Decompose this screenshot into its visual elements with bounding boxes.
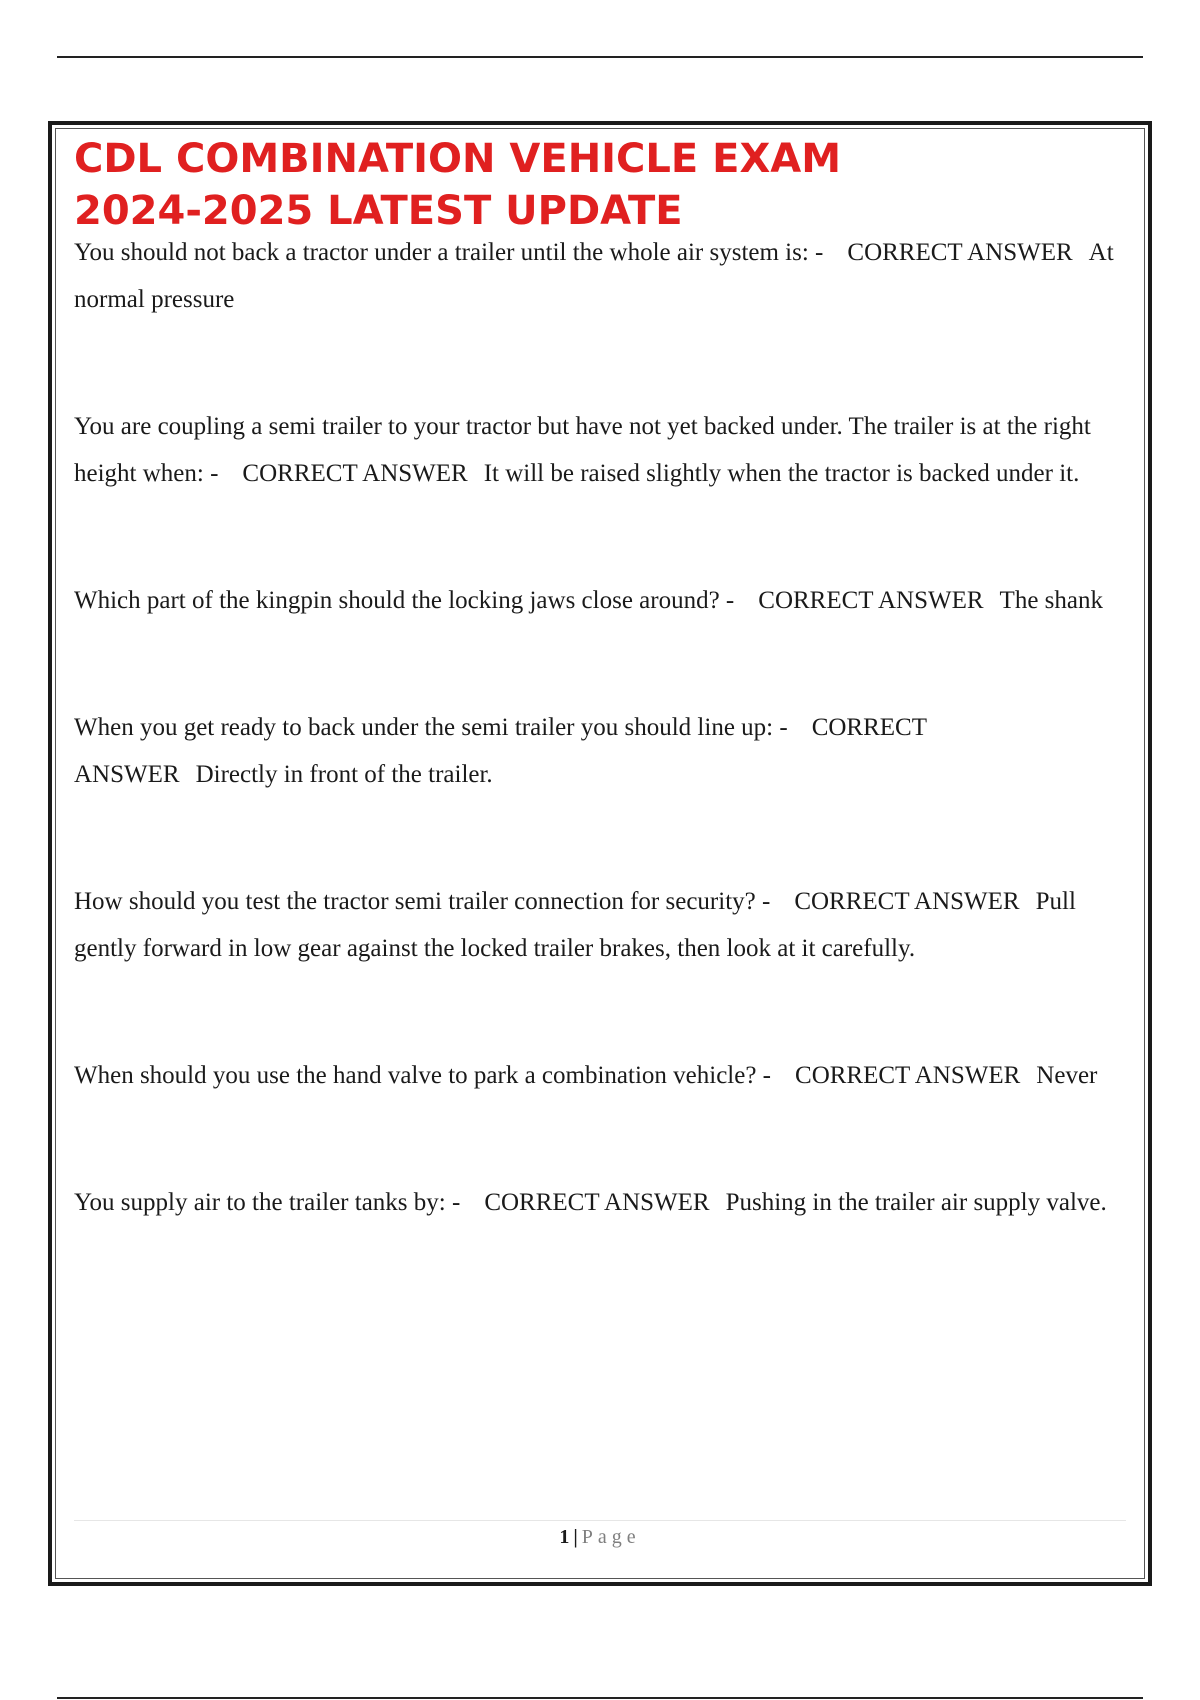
- title-line-1: CDL COMBINATION VEHICLE EXAM: [74, 136, 842, 182]
- answer-text: Directly in front of the trailer.: [195, 761, 493, 788]
- title-line-2: 2024-2025 LATEST UPDATE: [74, 188, 683, 234]
- answer-text: The shank: [999, 587, 1103, 614]
- question-text: Which part of the kingpin should the locking jaws close around? -: [74, 587, 735, 614]
- answer-label: CORRECT ANSWER: [242, 460, 468, 487]
- footer-rule: [74, 1520, 1126, 1521]
- answer-label: CORRECT ANSWER: [74, 714, 927, 788]
- page-number: 1: [559, 1526, 570, 1548]
- answer-text: It will be raised slightly when the tractor is backed under it.: [483, 460, 1080, 487]
- answer-text: Never: [1036, 1062, 1098, 1089]
- qa-item: [74, 1052, 1134, 1099]
- page-footer: [52, 1525, 1148, 1549]
- qa-list: [74, 229, 1134, 1226]
- bottom-rule: [57, 1697, 1143, 1699]
- question-text: You should not back a tractor under a trailer until the whole air system is: -: [74, 239, 824, 266]
- question-text: How should you test the tractor semi trailer connection for security? -: [74, 888, 771, 915]
- qa-item: [74, 878, 1134, 972]
- question-text: You supply air to the trailer tanks by: -: [74, 1189, 461, 1216]
- answer-label: CORRECT ANSWER: [794, 888, 1020, 915]
- question-text: When should you use the hand valve to park a combination vehicle? -: [74, 1062, 772, 1089]
- answer-label: CORRECT ANSWER: [484, 1189, 710, 1216]
- question-text: You are coupling a semi trailer to your tractor but have not yet backed under. The trailer is at the right height when: -: [74, 413, 1091, 487]
- answer-label: CORRECT ANSWER: [758, 587, 984, 614]
- page-word: Page: [581, 1526, 641, 1548]
- question-text: When you get ready to back under the semi trailer you should line up: -: [74, 714, 788, 741]
- answer-label: CORRECT ANSWER: [847, 239, 1073, 266]
- answer-text: At normal pressure: [74, 239, 1114, 313]
- page-frame: [48, 121, 1152, 1586]
- qa-item: [74, 577, 1134, 624]
- qa-item: [74, 229, 1134, 323]
- answer-text: Pushing in the trailer air supply valve.: [725, 1189, 1107, 1216]
- header-rule: [57, 56, 1143, 58]
- document-title: [74, 133, 841, 237]
- qa-item: [74, 1179, 1134, 1226]
- answer-text: Pull gently forward in low gear against the locked trailer brakes, then look at it carefully.: [74, 888, 1076, 962]
- qa-item: [74, 403, 1134, 497]
- qa-item: [74, 704, 1134, 798]
- answer-label: CORRECT ANSWER: [795, 1062, 1021, 1089]
- footer-separator: |: [573, 1526, 578, 1548]
